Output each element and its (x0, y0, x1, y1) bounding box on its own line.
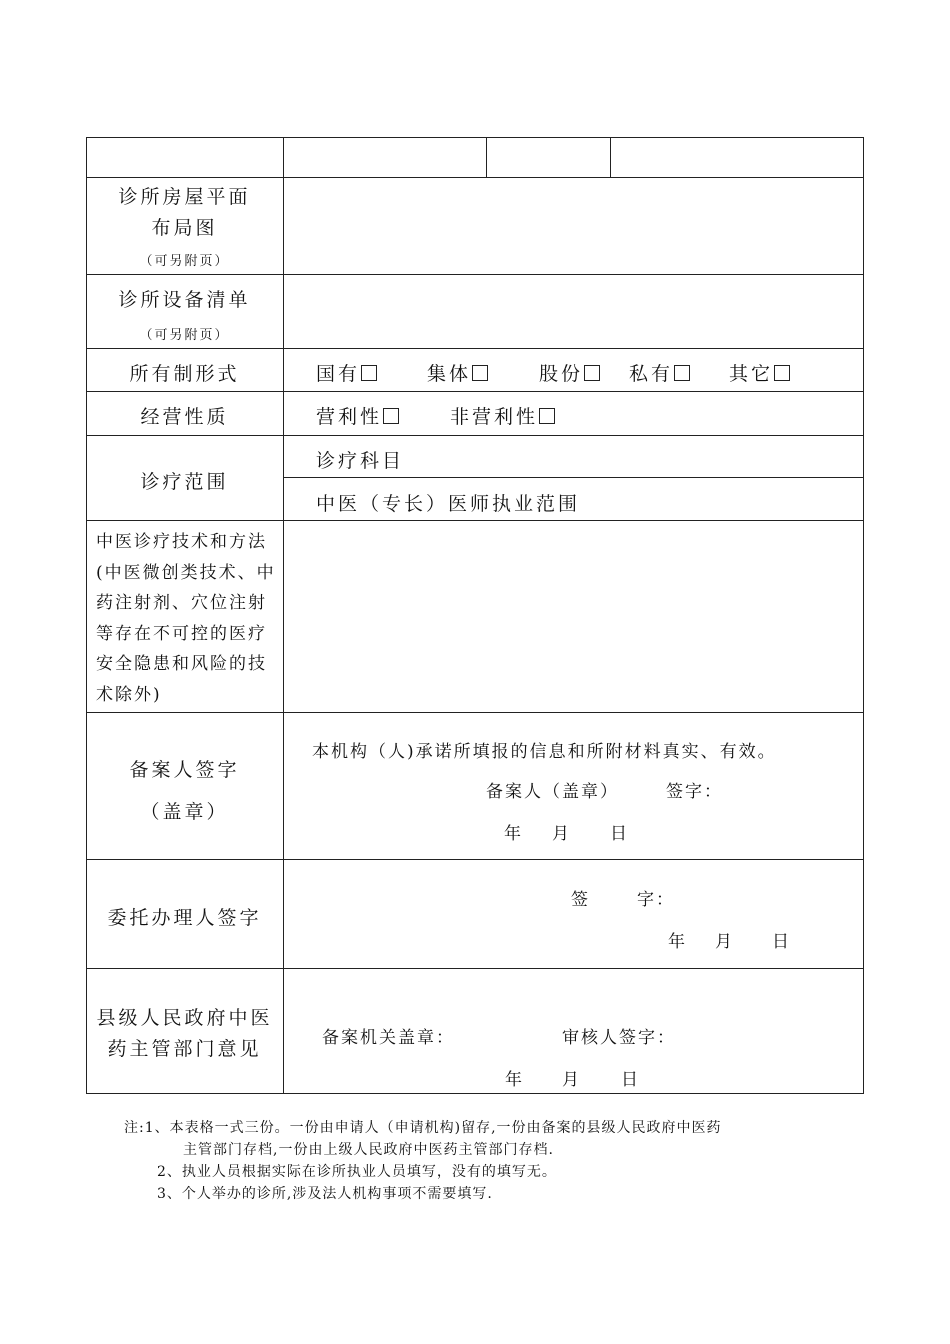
agent-date-day: 日 (772, 932, 791, 952)
filer-date-day: 日 (610, 824, 629, 844)
label-column-divider (283, 137, 284, 1094)
agent-label: 委托办理人签字 (107, 907, 262, 929)
note-line: 3、个人举办的诊所,涉及法人机构事项不需要填写. (157, 1186, 493, 1202)
agent-sign: 签 (571, 890, 590, 910)
dept-label: 县级人民政府中医 (96, 1007, 273, 1029)
tech-label: 中医诊疗技术和方法(中医微创类技术、中药注射剂、穴位注射等存在不可控的医疗安全隐患和风险的技术除外) (96, 532, 276, 705)
checkbox[interactable] (774, 365, 790, 381)
row-line (86, 177, 864, 178)
dept-label: 药主管部门意见 (107, 1038, 262, 1060)
filer-seal: 备案人（盖章） (486, 782, 619, 802)
header-divider-3 (610, 137, 611, 177)
dept-date-year: 年 (505, 1070, 524, 1090)
agent-date-year: 年 (668, 932, 687, 952)
checkbox[interactable] (539, 408, 555, 424)
dept-reviewer: 审核人签字： (562, 1028, 676, 1048)
equipment-label: 诊所设备清单 (118, 289, 251, 311)
agent-date-month: 月 (715, 932, 734, 952)
checkbox[interactable] (472, 365, 488, 381)
filer-date-month: 月 (552, 824, 571, 844)
agent-sign: 字： (637, 890, 675, 910)
filer-label: 备案人签字 (129, 759, 240, 781)
scope-practice: 中医（专长）医师执业范围 (316, 493, 581, 515)
ownership-option[interactable]: 股份 (539, 362, 600, 386)
checkbox[interactable] (383, 408, 399, 424)
scope-sub-line (283, 477, 864, 478)
row-line (86, 274, 864, 275)
row-line (86, 391, 864, 392)
checkbox[interactable] (584, 365, 600, 381)
checkbox[interactable] (674, 365, 690, 381)
ownership-label: 所有制形式 (129, 363, 240, 385)
scope-label: 诊疗范围 (140, 471, 229, 493)
ownership-option[interactable]: 私有 (629, 362, 690, 386)
filer-promise: 本机构（人)承诺所填报的信息和所附材料真实、有效。 (312, 742, 777, 762)
ownership-option[interactable]: 其它 (729, 362, 790, 386)
row-line (86, 520, 864, 521)
layout-label: 布局图 (151, 217, 218, 239)
note-line: 2、执业人员根据实际在诊所执业人员填写，没有的填写无。 (157, 1164, 557, 1180)
checkbox[interactable] (361, 365, 377, 381)
row-line (86, 435, 864, 436)
dept-seal: 备案机关盖章： (322, 1028, 455, 1048)
row-line (86, 348, 864, 349)
dept-date-day: 日 (621, 1070, 640, 1090)
scope-subject: 诊疗科目 (316, 450, 405, 472)
dept-date-month: 月 (562, 1070, 581, 1090)
row-line (86, 968, 864, 969)
filer-sign: 签字： (666, 782, 723, 802)
row-line (86, 859, 864, 860)
filer-label: （盖章） (140, 801, 229, 823)
layout-note: （可另附页） (139, 254, 230, 269)
ownership-option[interactable]: 集体 (427, 362, 488, 386)
header-divider-2 (486, 137, 487, 177)
ownership-option[interactable]: 国有 (316, 362, 377, 386)
equipment-note: （可另附页） (139, 328, 230, 343)
nature-option[interactable]: 营利性 (316, 405, 399, 429)
nature-label: 经营性质 (140, 406, 229, 428)
note-line: 注:1、本表格一式三份。一份由申请人（申请机构)留存,一份由备案的县级人民政府中医药 (124, 1120, 722, 1136)
nature-option[interactable]: 非营利性 (450, 405, 555, 429)
filer-date-year: 年 (504, 824, 523, 844)
layout-label: 诊所房屋平面 (118, 186, 251, 208)
row-line (86, 712, 864, 713)
note-line: 主管部门存档,一份由上级人民政府中医药主管部门存档. (183, 1142, 554, 1158)
